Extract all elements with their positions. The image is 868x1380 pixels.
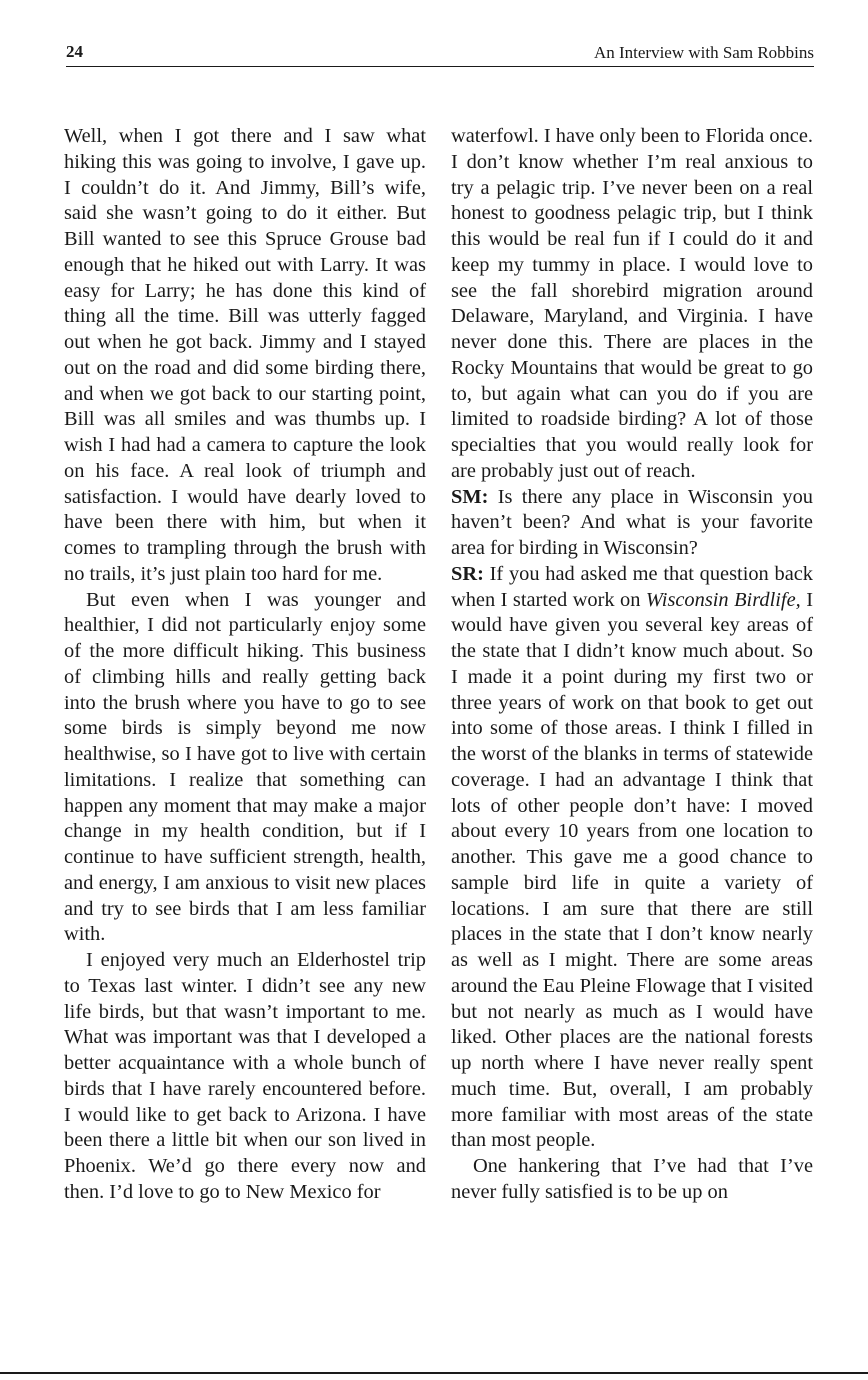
book-title: Wisconsin Birdlife, (645, 588, 801, 611)
paragraph: One hankering that I’ve had that I’ve never fully satisfied is to be up on (451, 1155, 813, 1203)
paragraph: waterfowl. I have only been to Florida once. I don’t know whether I’m real anxious to try a pelagic trip. I’ve never been on a real honest to goodness pelagic trip, but I think this would be real fun if I could do it and keep my tummy in place. I would love to see the fall shorebird migration around Delaware, Maryland, and Virginia. I have never done this. There are places in the Rocky Mountains that would be great to go to, but again what can you do if you are limited to roadside birding? A lot of those specialties that you would really look for are probably just out of reach. (451, 125, 813, 482)
speaker-label: SR: (451, 562, 484, 585)
question-text: Is there any place in Wisconsin you haven’t been? And what is your favorite area for birding in Wisconsin? (451, 485, 813, 559)
paragraph: I enjoyed very much an Elderhostel trip to Texas last winter. I didn’t see any new life birds, but that wasn’t important to me. What was important was that I developed a better acquaintance with a whole bunch of birds that I have rarely encountered before. I would like to get back to Arizona. I have been there a little bit when our son lived in Phoenix. We’d go there every now and then. I’d love to go to New Mexico for (64, 949, 426, 1203)
page-number: 24 (66, 42, 83, 61)
page-header (66, 40, 814, 67)
answer-text: I would have given you several key areas of the state that I didn’t know much about. So I made it a point during my first two or three years of work on that book to get out into some of those areas. I think I filled in the worst of the blanks in terms of statewide coverage. I had an advantage I think that lots of other people don’t have: I moved about every 10 years from one location to another. This gave me a good chance to sample bird life in quite a variety of locations. I am sure that there are still places in the state that I don’t know nearly as well as I might. There are some areas around the Eau Pleine Flowage that I visited but not nearly as much as I would have liked. Other places are the national forests up north where I have never really spent much time. But, overall, I am probably more familiar with most areas of the state than most people. (451, 588, 813, 1152)
paragraph: Well, when I got there and I saw what hiking this was going to involve, I gave up. I couldn’t do it. And Jimmy, Bill’s wife, said she wasn’t going to do it either. But Bill wanted to see this Spruce Grouse bad enough that he hiked out with Larry. It was easy for Larry; he has done this kind of thing all the time. Bill was utterly fagged out when he got back. Jimmy and I stayed out on the road and did some birding there, and when we got back to our starting point, Bill was all smiles and was thumbs up. I wish I had had a camera to capture the look on his face. A real look of triumph and satisfaction. I would have dearly loved to have been there with him, but when it comes to trampling through the brush with no trails, it’s just plain too hard for me. (64, 125, 426, 585)
answer-text: If you had asked me that question back when I started work on (451, 562, 813, 611)
footer-rule (0, 1372, 868, 1374)
question-paragraph (451, 485, 813, 562)
running-title: An Interview with Sam Robbins (593, 43, 814, 62)
answer-paragraph (451, 562, 813, 1154)
left-column (64, 124, 426, 1206)
speaker-label: SM: (451, 485, 489, 508)
right-column (451, 124, 813, 1206)
paragraph: But even when I was younger and healthier, I did not particularly enjoy some of the more difficult hiking. This business of climbing hills and really getting back into the brush where you have to go to see some birds is simply beyond me now healthwise, so I have got to live with certain limitations. I realize that something can happen any moment that may make a major change in my health condition, but if I continue to have sufficient strength, health, and energy, I am anxious to visit new places and try to see birds that I am less familiar with. (64, 588, 426, 946)
